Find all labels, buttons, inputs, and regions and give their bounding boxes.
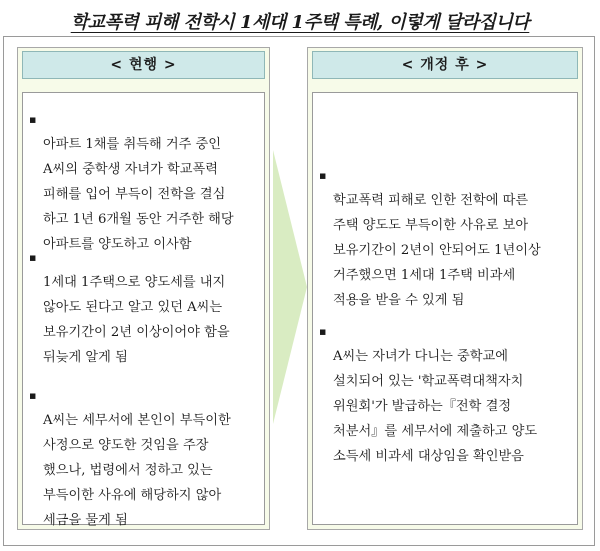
bullet-icon: ▪ (29, 113, 37, 126)
revised-rules-header: < 개정 후 > (312, 51, 578, 79)
revised-rule-item: ▪ A씨는 자녀가 다니는 중학교에 설치되어 있는 '학교폭력대책자치 위원회'가 발급하는『전학 결정 처분서』를 세무서에 제출하고 양도 소득세 비과세 대상임을 확인받음 (319, 319, 569, 469)
bullet-icon: ▪ (319, 325, 327, 338)
current-rule-item: ▪ A씨는 세무서에 본인이 부득이한 사정으로 양도한 것임을 주장 했으나, 법령에서 정하고 있는 부득이한 사유에 해당하지 않아 세금을 물게 됨 (29, 383, 256, 533)
current-rule-item: ▪ 1세대 1주택으로 양도세를 내지 않아도 된다고 알고 있던 A씨는 보유기간이 2년 이상이어야 함을 뒤늦게 알게 됨 (29, 245, 256, 370)
current-rules-panel (17, 47, 270, 530)
current-rules-body (22, 92, 265, 528)
revised-rule-item: ▪ 학교폭력 피해로 인한 전학에 따른 주택 양도도 부득이한 사유로 보아 보유기간이 2년이 안되어도 1년이상 거주했으면 1세대 1주택 비과세 적용을 받을 수 있게 됨 (319, 163, 569, 313)
revised-rules-body (312, 92, 578, 525)
revised-rules-panel (307, 47, 583, 530)
current-rules-header: < 현행 > (22, 51, 265, 79)
document-title: 학교폭력 피해 전학시 1세대 1주택 특례, 이렇게 달라집니다 (70, 12, 530, 33)
right-arrow-icon (273, 150, 307, 424)
bullet-icon: ▪ (29, 251, 37, 264)
bullet-icon: ▪ (319, 169, 327, 182)
current-rule-item: ▪ 아파트 1채를 취득해 거주 중인 A씨의 중학생 자녀가 학교폭력 피해를 입어 부득이 전학을 결심 하고 1년 6개월 동안 거주한 해당 아파트를 양도하고 이사함 (29, 107, 256, 257)
bullet-icon: ▪ (29, 389, 37, 402)
